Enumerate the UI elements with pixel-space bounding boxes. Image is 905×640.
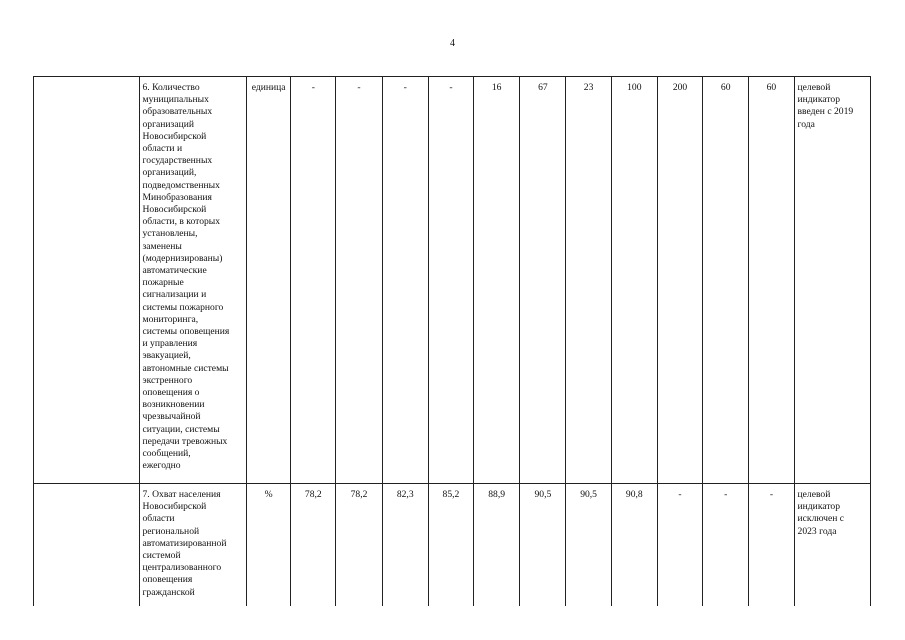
unit-cell: единица [247,77,291,484]
empty-cell [34,484,140,607]
indicators-table [33,76,871,606]
value-cell: 60 [703,77,749,484]
value-cell: - [703,484,749,607]
value-cell: - [428,77,473,484]
note-text: целевой индикатор исключен с 2023 года [797,489,845,537]
value-cell: - [291,77,336,484]
indicator-name: 6. Количество муниципальных образовательных организаций Новосибирской области и государственных организаций, подведомственных Минобразования Новосибирской области, в которых установлены, заменены (модернизированы) автоматические пожарные сигнализации и системы пожарного мониторинга, системы оповещения и управления эвакуацией, автономные системы экстренного оповещения о возникновении чрезвычайной ситуации, системы передачи тревожных сообщений, ежегодно [142,82,230,472]
value-cell: 90,5 [566,484,611,607]
value-cell: 78,2 [291,484,336,607]
value-cell: 78,2 [336,484,382,607]
value-cell: 200 [657,77,702,484]
value-cell: 100 [611,77,657,484]
value-cell: 23 [566,77,611,484]
page-number: 4 [450,38,455,49]
value-cell: 90,5 [520,484,566,607]
value-cell: 85,2 [428,484,473,607]
indicator-name-cell [139,484,247,607]
indicator-name: 7. Охват населения Новосибирской области региональной автоматизированной системой централизованного оповещения гражданской [142,489,227,598]
value-cell: 90,8 [611,484,657,607]
value-cell: 88,9 [474,484,520,607]
table-row [34,484,871,607]
value-cell: 82,3 [382,484,428,607]
indicator-name-cell [139,77,247,484]
value-cell: 67 [520,77,566,484]
value-cell: - [336,77,382,484]
note-text: целевой индикатор введен с 2019 года [797,82,854,130]
value-cell: - [657,484,702,607]
value-cell: 60 [749,77,794,484]
empty-cell [34,77,140,484]
value-cell: - [382,77,428,484]
value-cell: - [749,484,794,607]
note-cell [794,484,870,607]
value-cell: 16 [474,77,520,484]
note-cell [794,77,870,484]
unit-cell: % [247,484,291,607]
table-row [34,77,871,484]
